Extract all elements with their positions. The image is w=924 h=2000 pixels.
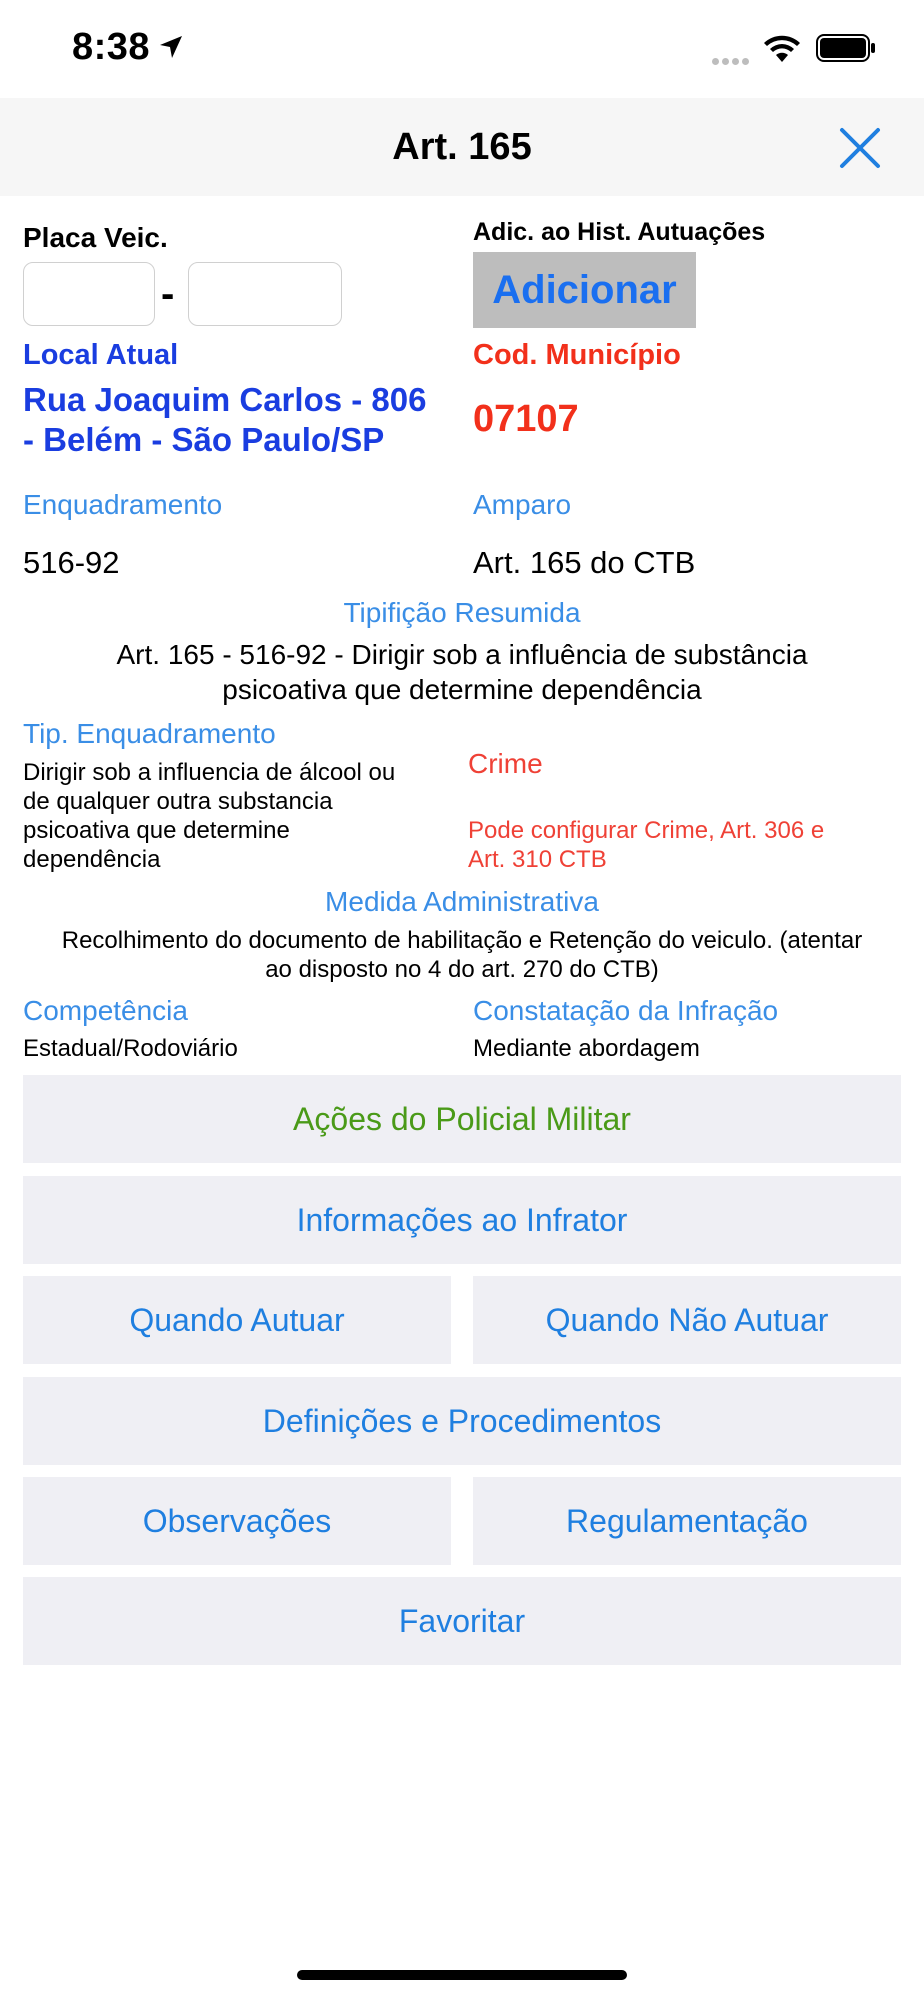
location-label: Local Atual: [23, 339, 179, 371]
page-title: Art. 165: [392, 126, 532, 168]
battery-icon: [816, 34, 876, 62]
competencia-value: Estadual/Rodoviário: [23, 1035, 238, 1062]
tip-enquadramento-line: Dirigir sob a influencia de álcool ou: [23, 759, 396, 786]
municipio-label: Cod. Município: [473, 339, 681, 371]
tipificacao-text: [0, 637, 924, 707]
enquadramento-label: Enquadramento: [23, 489, 223, 520]
wifi-icon: [762, 34, 802, 64]
competencia-label: Competência: [23, 995, 188, 1026]
tip-enquadramento-line: de qualquer outra substancia: [23, 788, 333, 815]
enquadramento-value: 516-92: [23, 545, 120, 580]
constatacao-label: Constatação da Infração: [473, 995, 779, 1026]
amparo-value: Art. 165 do CTB: [473, 545, 696, 580]
medida-line-1: Recolhimento do documento de habilitação e Retenção do veiculo. (atentar: [61, 927, 863, 954]
municipio-code: 07107: [473, 398, 579, 440]
location-value: [23, 380, 426, 460]
regulamentacao-button[interactable]: Regulamentação: [473, 1477, 901, 1565]
close-icon[interactable]: [834, 122, 886, 174]
crime-label: Crime: [468, 748, 543, 779]
location-arrow-icon: [158, 34, 184, 60]
tipificacao-line-1: Art. 165 - 516-92 - Dirigir sob a influência de substância: [116, 639, 808, 670]
tipificacao-label: Tipifição Resumida: [343, 597, 581, 628]
add-to-history-button[interactable]: Adicionar: [473, 252, 696, 328]
tip-enquadramento-label: Tip. Enquadramento: [23, 718, 276, 749]
location-line-1: Rua Joaquim Carlos - 806: [23, 381, 427, 418]
status-time: 8:38: [72, 26, 151, 68]
plate-label: Placa Veic.: [23, 222, 168, 253]
quando-autuar-button[interactable]: Quando Autuar: [23, 1276, 451, 1364]
plate-separator: -: [161, 272, 175, 316]
plate-input-part2[interactable]: [188, 262, 342, 326]
crime-line-2: Art. 310 CTB: [468, 846, 607, 873]
definicoes-procedimentos-button[interactable]: Definições e Procedimentos: [23, 1377, 901, 1465]
constatacao-value: Mediante abordagem: [473, 1035, 700, 1062]
medida-text: [0, 926, 924, 984]
medida-label: Medida Administrativa: [325, 886, 599, 917]
observacoes-button[interactable]: Observações: [23, 1477, 451, 1565]
crime-text: [468, 816, 824, 874]
tip-enquadramento-text: [23, 758, 395, 874]
informacoes-infrator-button[interactable]: Informações ao Infrator: [23, 1176, 901, 1264]
amparo-label: Amparo: [473, 489, 572, 520]
history-label: Adic. ao Hist. Autuações: [473, 218, 766, 246]
location-line-2: - Belém - São Paulo/SP: [23, 421, 385, 458]
plate-input-part1[interactable]: [23, 262, 155, 326]
favoritar-button[interactable]: Favoritar: [23, 1577, 901, 1665]
medida-line-2: ao disposto no 4 do art. 270 do CTB): [265, 956, 659, 983]
crime-line-1: Pode configurar Crime, Art. 306 e: [468, 817, 825, 844]
quando-nao-autuar-button[interactable]: Quando Não Autuar: [473, 1276, 901, 1364]
home-indicator[interactable]: [297, 1970, 627, 1980]
tip-enquadramento-line: psicoativa que determine: [23, 817, 290, 844]
tip-enquadramento-line: dependência: [23, 846, 161, 873]
cellular-signal-icon: [712, 52, 752, 70]
tipificacao-line-2: psicoativa que determine dependência: [222, 674, 702, 705]
acoes-policial-button[interactable]: Ações do Policial Militar: [23, 1075, 901, 1163]
